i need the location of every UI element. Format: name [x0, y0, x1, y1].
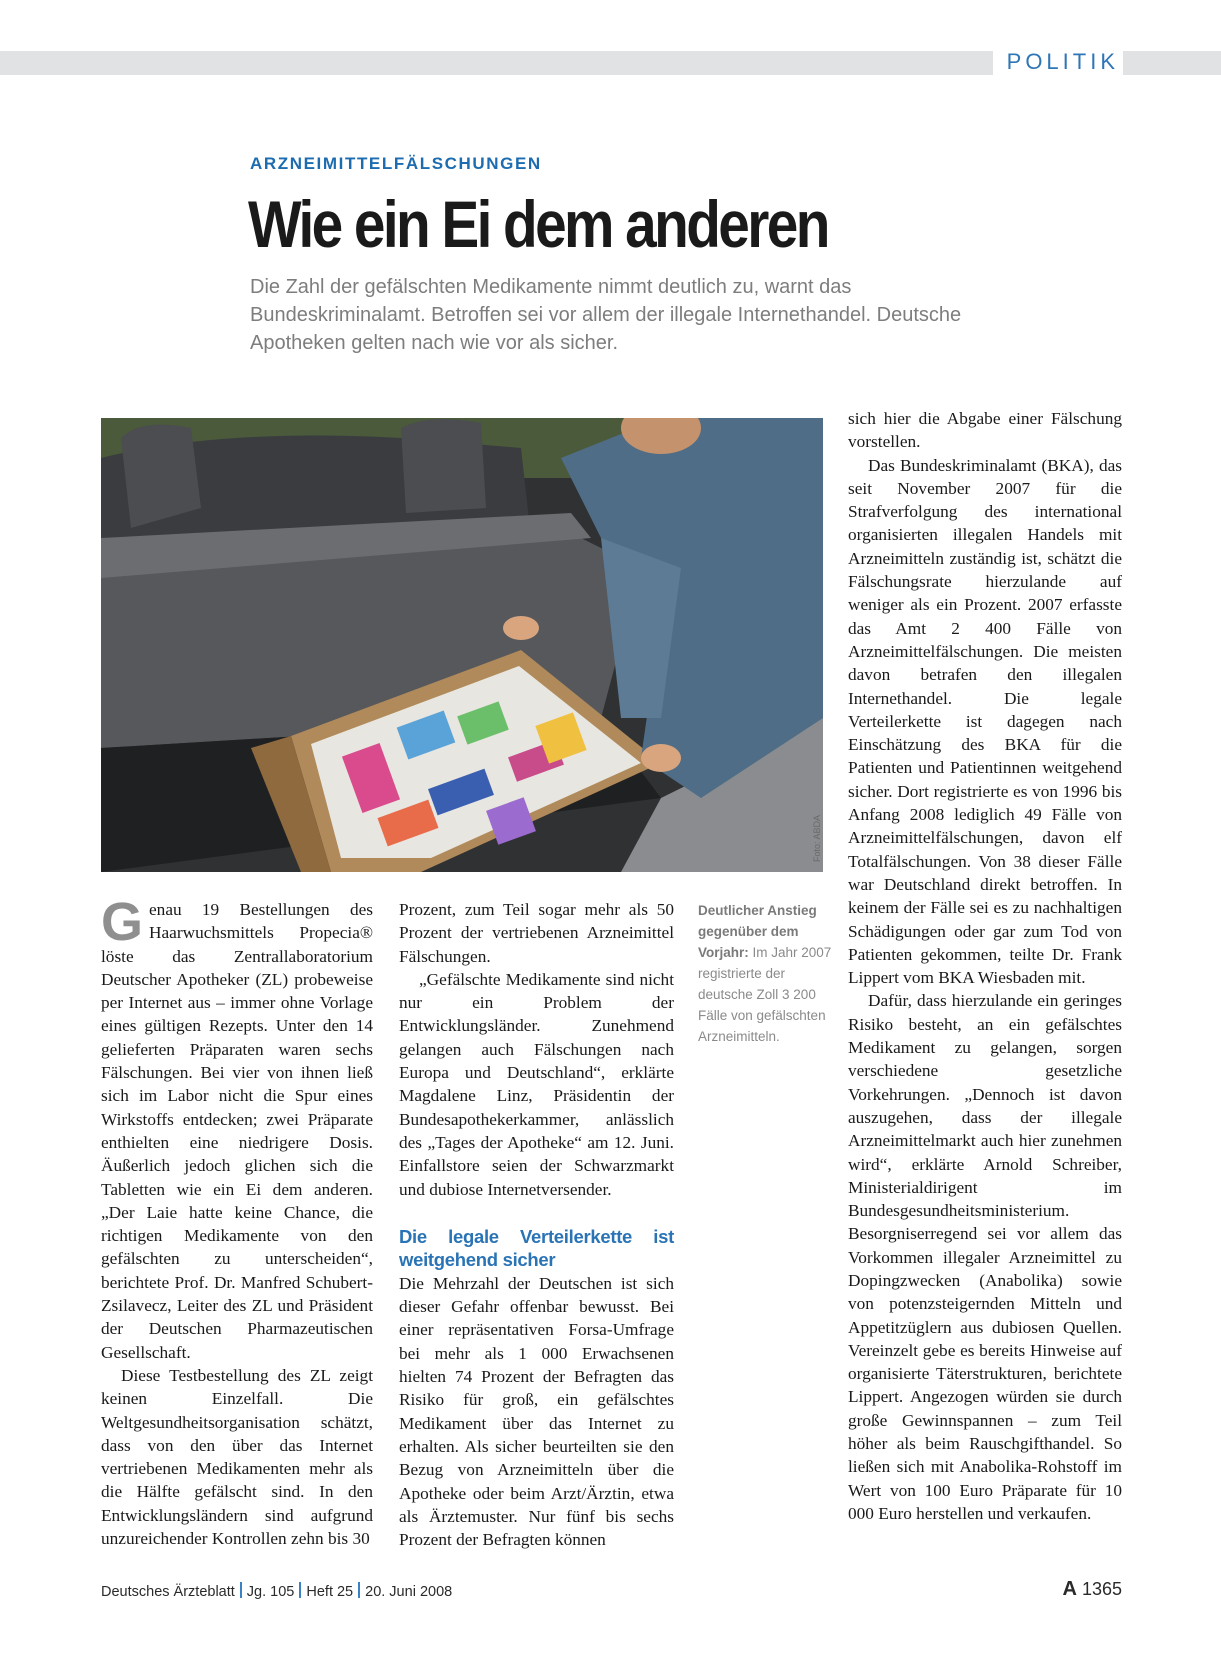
divider: [358, 1582, 360, 1598]
journal-issue: Heft 25: [306, 1584, 354, 1600]
paragraph: [101, 892, 373, 1364]
caption-lead: Deutlicher Anstieg gegenüber dem Vorjahr:: [698, 903, 817, 960]
drop-cap: G: [101, 892, 144, 952]
paragraph: Das Bundeskriminalamt (BKA), das seit November 2007 für die Strafverfolgung des international organisierten illegalen Handels mit Arzneimitteln zuständig ist, schätzt die Fälschungsrate hierzulande auf weniger als ein Prozent. 2007 erfasste das Amt 2 400 Fälle von Arzneimittelfälschungen. Die meisten davon betrafen den illegalen Internethandel. Die legale Verteilerkette ist dagegen nach Einschätzung des BKA für die Patienten und Patientinnen weitgehend sicher. Dort registrierte es von 1996 bis Anfang 2008 lediglich 49 Fälle von Arzneimittelfälschungen, davon elf Totalfälschungen. Von 38 dieser Fälle war Deutschland direkt betroffen. In keinem der Fälle sei es zu nachhaltigen Schädigungen oder gar zum Tod von Patienten gekommen, teilte Dr. Frank Lippert vom BKA Wiesbaden mit.: [848, 455, 1122, 988]
photo-caption: [698, 900, 832, 1047]
caption-text: Im Jahr 2007 registrierte der deutsche Zoll 3 200 Fälle von gefälschten Arzneimitteln.: [698, 945, 832, 1044]
paragraph: „Gefälschte Medikamente sind nicht nur ein Problem der Entwicklungsländer. Zunehmend gelangen auch Fälschungen nach Europa und Deutschland“, erklärte Magdalene Linz, Präsidentin der Bundesapothekerkammer, anlässlich des „Tages der Apotheke“ am 12. Juni. Einfallstore seien der Schwarzmarkt und dubiose Internetversender.: [399, 969, 674, 1199]
page-number: [1062, 1578, 1122, 1601]
paragraph: Die Mehrzahl der Deutschen ist sich dieser Gefahr offenbar bewusst. Bei einer repräsentativen Forsa-Umfrage bei mehr als 1 000 Erwachsenen hielten 74 Prozent der Befragten das Risiko für groß, ein gefälschtes Medikament über das Internet zu erhalten. Als sicher beurteilten sie den Bezug von Arzneimitteln über die Apotheke oder beim Arzt/Ärztin, etwa als Ärztemuster. Nur fünf bis sechs Prozent der Befragten können: [399, 1273, 674, 1550]
footer-citation: [101, 1582, 452, 1600]
journal-name: Deutsches Ärzteblatt: [101, 1584, 235, 1600]
paragraph: sich hier die Abgabe einer Fälschung vorstellen.: [848, 409, 1122, 452]
text-column-2: [399, 898, 674, 1551]
paragraph: Dafür, dass hierzulande ein geringes Risiko besteht, an ein gefälschtes Medikament zu gelangen, sorgen verschiedene gesetzliche Vorkehrungen. „Dennoch ist davon auszugehen, dass der illegale Arzneimittelmarkt auch hier zunehmen wird“, erklärte Arnold Schreiber, Ministerialdirigent im Bundesgesundheitsministerium. Besorgniserregend sei vor allem das Vorkommen illegaler Arzneimittel zu Dopingzwecken (Anabolika) sowie von potenzsteigernden Mitteln und Appetitzüglern aus dubiosen Quellen. Vereinzelt gebe es bereits Hinweise auf organisierte Täterstrukturen, berichtete Lippert. Angezogen würden sie durch große Gewinnspannen – zum Teil höher als beim Rauschgifthandel. So ließen sich mit Anabolika-Rohstoff im Wert von 100 Euro Präparate für 10 000 Euro herstellen und verkaufen.: [848, 991, 1122, 1523]
text-column-3: [848, 407, 1122, 1525]
paragraph-text: enau 19 Bestellungen des Haarwuchsmittels Propecia® löste das Zentrallaboratorium Deutscher Apotheker (ZL) probeweise per Internet aus – immer ohne Vorlage eines gültigen Rezepts. Unter den 14 gelieferten Präparaten waren sechs Fälschungen. Bei vier von ihnen ließ sich im Labor nicht die Spur eines Wirkstoffs entdecken; zwei Präparate enthielten eine niedrigere Dosis. Äußerlich jedoch glichen sich die Tabletten wie ein Ei dem anderen. „Der Laie hatte keine Chance, die richtigen Medikamente von den gefälschten zu unterscheiden“, berichtete Prof. Dr. Manfred Schubert-Zsilavecz, Leiter des ZL und Präsident der Deutschen Pharmazeutischen Gesellschaft.: [101, 900, 373, 1362]
photo-credit: Foto: ABDA: [812, 814, 822, 862]
divider: [240, 1582, 242, 1598]
journal-date: 20. Juni 2008: [365, 1584, 453, 1600]
page-prefix: A: [1062, 1578, 1077, 1600]
article-headline: Wie ein Ei dem anderen: [248, 187, 828, 261]
article-photo: [101, 418, 823, 872]
article-kicker: ARZNEIMITTELFÄLSCHUNGEN: [250, 154, 542, 173]
paragraph: Diese Testbestellung des ZL zeigt keinen Einzelfall. Die Weltgesundheitsorganisation schätzt, dass von den über das Internet vertriebenen Medikamenten mehr als die Hälfte gefälscht sind. In den Entwicklungsländern sind aufgrund unzureichender Kontrollen zehn bis 30: [101, 1365, 373, 1549]
text-column-1: [101, 892, 373, 1550]
photo-illustration: [101, 418, 823, 872]
article-intro: Die Zahl der gefälschten Medikamente nimmt deutlich zu, warnt das Bundeskriminalamt. Betroffen sei vor allem der illegale Internethandel. Deutsche Apotheken gelten nach wie vor als sicher.: [250, 276, 962, 354]
divider: [299, 1582, 301, 1598]
section-label: POLITIK: [993, 48, 1123, 76]
paragraph: Prozent, zum Teil sogar mehr als 50 Prozent der vertriebenen Arzneimittel Fälschungen.: [399, 900, 674, 966]
page-number-value: 1365: [1081, 1579, 1122, 1599]
subheading: Die legale Verteilerkette ist weitgehend sicher: [399, 1225, 674, 1270]
journal-volume: Jg. 105: [246, 1584, 295, 1600]
